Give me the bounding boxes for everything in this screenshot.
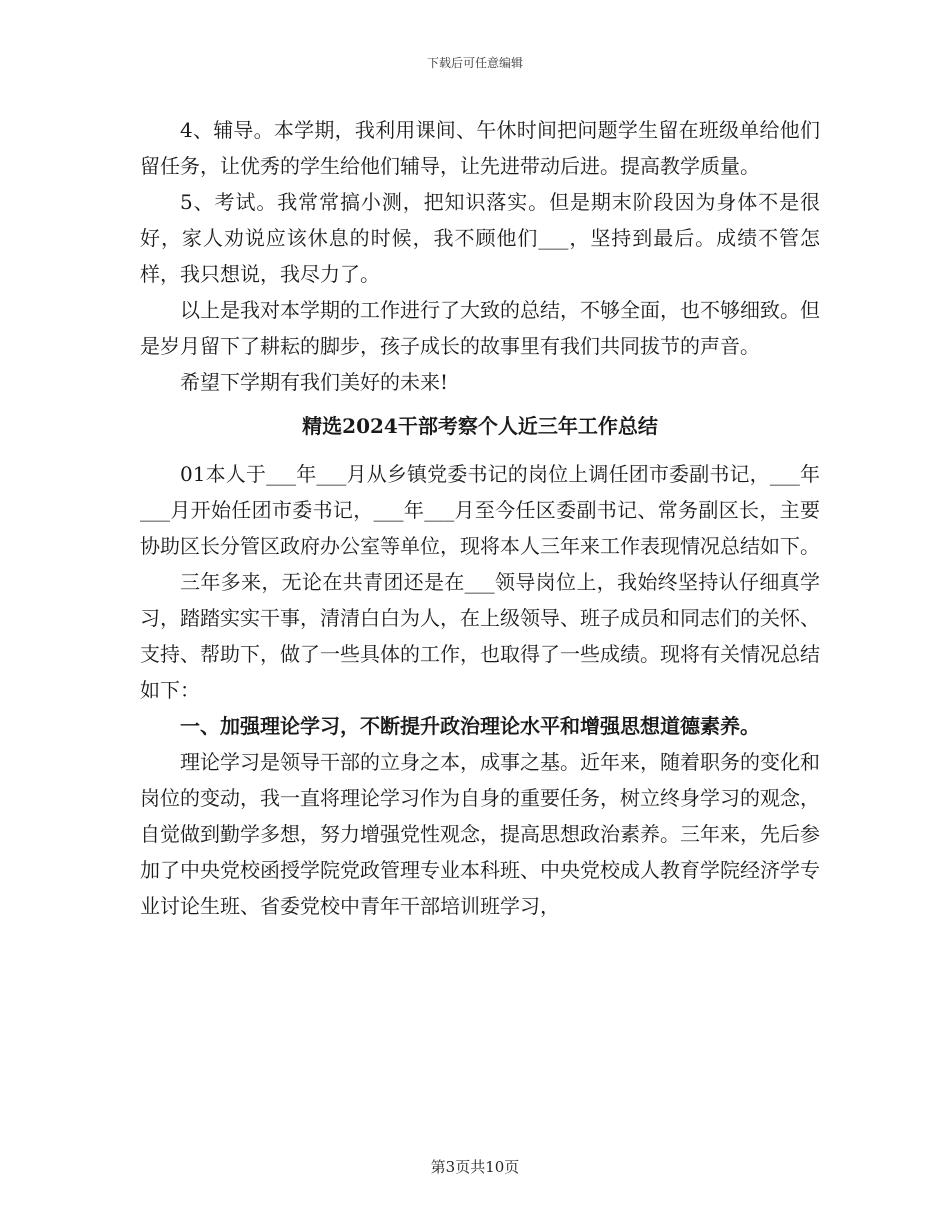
section-title: 精选2024干部考察个人近三年工作总结 [302, 414, 658, 438]
document-body [140, 112, 820, 924]
paragraph-tutoring: 4、辅导。本学期，我利用课间、午休时间把问题学生留在班级单给他们留任务，让优秀的学生给他们辅导，让先进带动后进。提高教学质量。 [140, 118, 820, 178]
page-number: 第3页共10页 [430, 1158, 520, 1176]
paragraph-theory-study: 理论学习是领导干部的立身之本，成事之基。近年来，随着职务的变化和岗位的变动，我一直将理论学习作为自身的重要任务，树立终身学习的观念，自觉做到勤学多想，努力增强党性观念，提高思想政治素养。三年来，先后参加了中央党校函授学院党政管理专业本科班、中央党校成人教育学院经济学专业讨论生班、省委党校中青年干部培训班学习， [140, 750, 820, 918]
paragraph-overview: 三年多来，无论在共青团还是在___领导岗位上，我始终坚持认仔细真学习，踏踏实实干事，清清白白为人，在上级领导、班子成员和同志们的关怀、支持、帮助下，做了一些具体的工作，也取得了一些成绩。现将有关情况总结如下： [140, 570, 820, 702]
paragraph-summary: 以上是我对本学期的工作进行了大致的总结，不够全面，也不够细致。但是岁月留下了耕耘的脚步，孩子成长的故事里有我们共同拔节的声音。 [140, 298, 820, 358]
heading-theory-study: 一、加强理论学习，不断提升政治理论水平和增强思想道德素养。 [180, 714, 760, 738]
paragraph-career: 01本人于___年___月从乡镇党委书记的岗位上调任团市委副书记，___年___月开始任团市委书记，___年___月至今任区委副书记、常务副区长，主要协助区长分管区政府办公室等单位，现将本人三年来工作表现情况总结如下。 [140, 462, 820, 558]
paragraph-exams: 5、考试。我常常搞小测，把知识落实。但是期末阶段因为身体不是很好，家人劝说应该休息的时候，我不顾他们___，坚持到最后。成绩不管怎样，我只想说，我尽力了。 [140, 190, 820, 286]
header-note: 下载后可任意编辑 [426, 56, 523, 70]
paragraph-hope: 希望下学期有我们美好的未来! [180, 370, 449, 394]
